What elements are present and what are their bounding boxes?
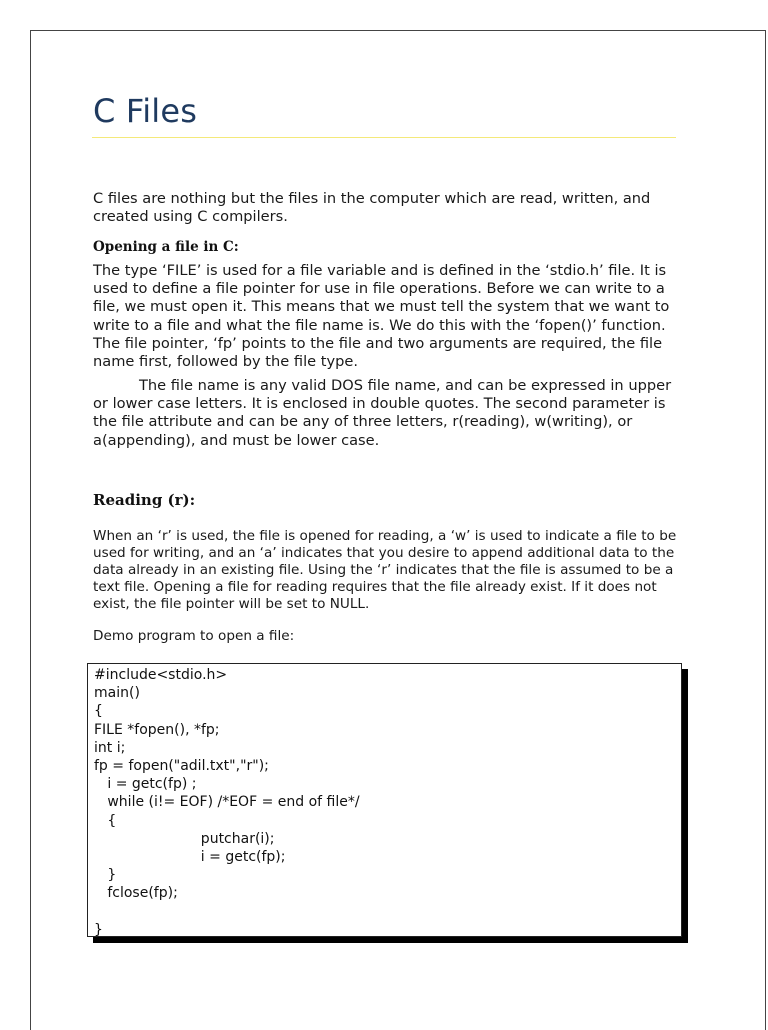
code-line: while (i!= EOF) /*EOF = end of file*/ — [94, 794, 360, 811]
code-line: i = getc(fp) ; — [94, 776, 197, 793]
intro-paragraph: C files are nothing but the files in the computer which are read, written, and created using C compilers. — [93, 190, 651, 226]
code-line: } — [94, 867, 117, 884]
opening-paragraph-1: The type ‘FILE’ is used for a file variable and is defined in the ‘stdio.h’ file. It is used to define a file pointer for use in file operations. Before we can write to a file, we must open it. This means that we must tell the system that we want to write to a file and what the file name is. We do this with the ‘fopen()’ function. The file pointer, ‘fp’ points to the file and two arguments are required, the file name first, followed by the file type. — [93, 262, 670, 371]
code-line: fclose(fp); — [94, 885, 178, 902]
code-line: { — [94, 703, 103, 720]
code-line: FILE *fopen(), *fp; — [94, 721, 220, 738]
demo-label: Demo program to open a file: — [93, 628, 295, 644]
code-listing — [87, 663, 682, 937]
title-underline — [92, 137, 676, 138]
code-line: { — [94, 812, 117, 829]
page-title: C Files — [93, 92, 198, 130]
code-line: #include<stdio.h> — [94, 667, 228, 683]
code-line: main() — [94, 685, 140, 702]
code-line: } — [94, 921, 103, 938]
code-line: putchar(i); — [94, 830, 275, 847]
code-line — [94, 902, 681, 920]
code-line: fp = fopen("adil.txt","r"); — [94, 757, 269, 774]
section-heading-reading: Reading (r): — [93, 491, 196, 509]
code-line: int i; — [94, 739, 126, 756]
reading-paragraph: When an ‘r’ is used, the file is opened for reading, a ‘w’ is used to indicate a file to be used for writing, and an ‘a’ indicates that you desire to append additional data to the data already in an existing file. Using the ‘r’ indicates that the file is assumed to be a text file. Opening a file for reading requires that the file already exist. If it does not exist, the file pointer will be set to NULL. — [93, 528, 677, 612]
code-line: i = getc(fp); — [94, 848, 286, 865]
section-heading-opening: Opening a file in C: — [93, 239, 239, 255]
opening-paragraph-2: The file name is any valid DOS file name, and can be expressed in upper or lower case letters. It is enclosed in double quotes. The second parameter is the file attribute and can be any of three letters, r(reading), w(writing), or a(appending), and must be lower case. — [93, 377, 672, 449]
